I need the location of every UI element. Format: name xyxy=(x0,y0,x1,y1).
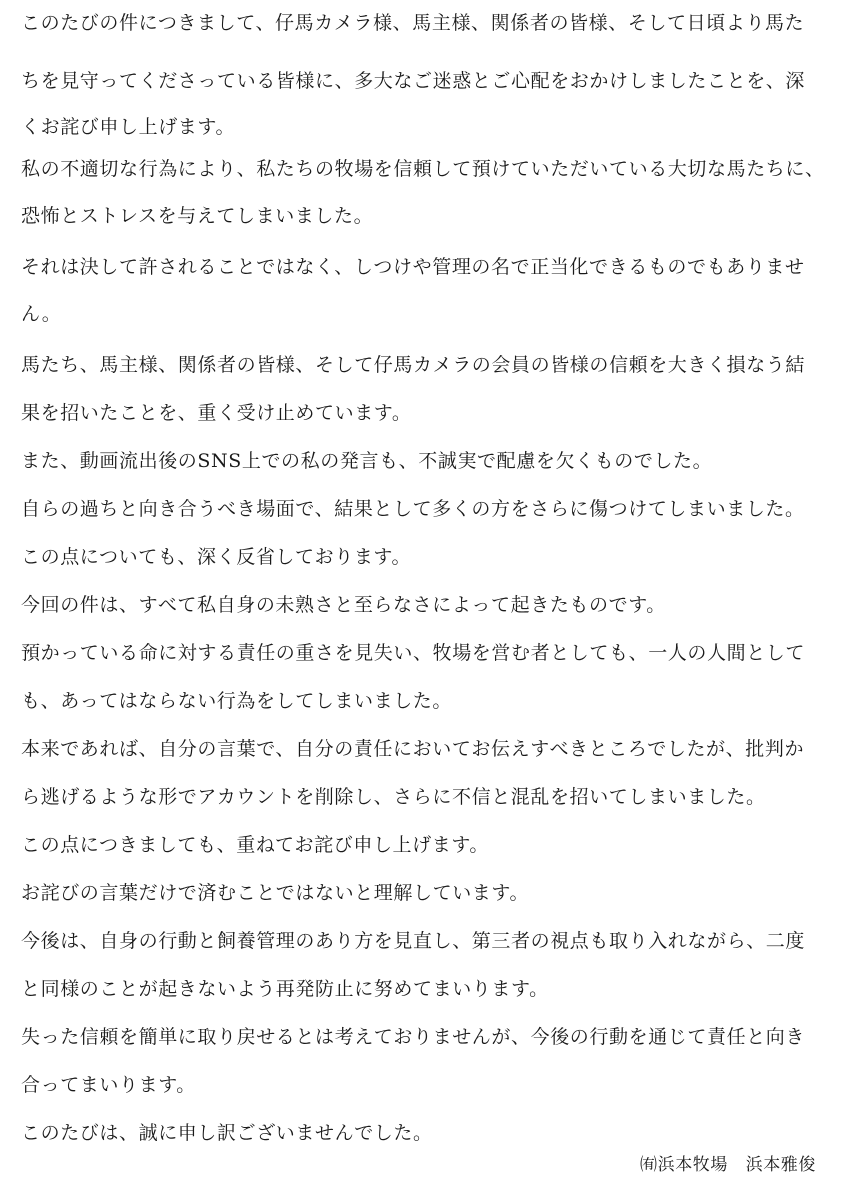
text-line: 恐怖とストレスを与えてしまいました。 xyxy=(21,205,374,227)
text-line: また、動画流出後のSNS上での私の発言も、不誠実で配慮を欠くものでした。 xyxy=(21,450,713,472)
text-line: 自らの過ちと向き合うべき場面で、結果として多くの方をさらに傷つけてしまいました。 xyxy=(21,498,805,520)
text-line: この点につきましても、重ねてお詫び申し上げます。 xyxy=(21,834,490,856)
text-line: 合ってまいります。 xyxy=(21,1074,196,1096)
text-line: 私の不適切な行為により、私たちの牧場を信頼して預けていただいている大切な馬たちに、 xyxy=(21,158,825,180)
text-line: 今後は、自身の行動と飼養管理のあり方を見直し、第三者の視点も取り入れながら、二度 xyxy=(21,930,806,952)
text-line: それは決して許されることではなく、しつけや管理の名で正当化できるものでもありませ xyxy=(21,256,805,278)
text-line: ら逃げるような形でアカウントを削除し、さらに不信と混乱を招いてしまいました。 xyxy=(21,786,766,808)
text-line: くお詫び申し上げます。 xyxy=(21,116,236,138)
text-line: ちを見守ってくださっている皆様に、多大なご迷惑とご心配をおかけしましたことを、深 xyxy=(21,70,806,92)
text-line: 失った信頼を簡単に取り戻せるとは考えておりませんが、今後の行動を通じて責任と向き xyxy=(21,1026,806,1048)
text-line: 果を招いたことを、重く受け止めています。 xyxy=(21,402,412,424)
text-line: この点についても、深く反省しております。 xyxy=(21,546,412,568)
text-line: も、あってはならない行為をしてしまいました。 xyxy=(21,690,453,712)
signature: ㈲浜本牧場 浜本雅俊 xyxy=(640,1155,816,1175)
text-line: 本来であれば、自分の言葉で、自分の責任においてお伝えすべきところでしたが、批判か xyxy=(21,738,805,760)
text-line: 今回の件は、すべて私自身の未熟さと至らなさによって起きたものです。 xyxy=(21,594,666,616)
text-line: お詫びの言葉だけで済むことではないと理解しています。 xyxy=(21,882,530,904)
text-line: と同様のことが起きないよう再発防止に努めてまいります。 xyxy=(21,978,549,1000)
text-line: ん。 xyxy=(21,303,62,325)
text-line: このたびは、誠に申し訳ございませんでした。 xyxy=(21,1122,433,1144)
text-line: 馬たち、馬主様、関係者の皆様、そして仔馬カメラの会員の皆様の信頼を大きく損なう結 xyxy=(21,354,806,376)
text-line: 預かっている命に対する責任の重さを見失い、牧場を営む者としても、一人の人間として xyxy=(21,642,806,664)
text-line: このたびの件につきまして、仔馬カメラ様、馬主様、関係者の皆様、そして日頃より馬た xyxy=(21,12,805,34)
